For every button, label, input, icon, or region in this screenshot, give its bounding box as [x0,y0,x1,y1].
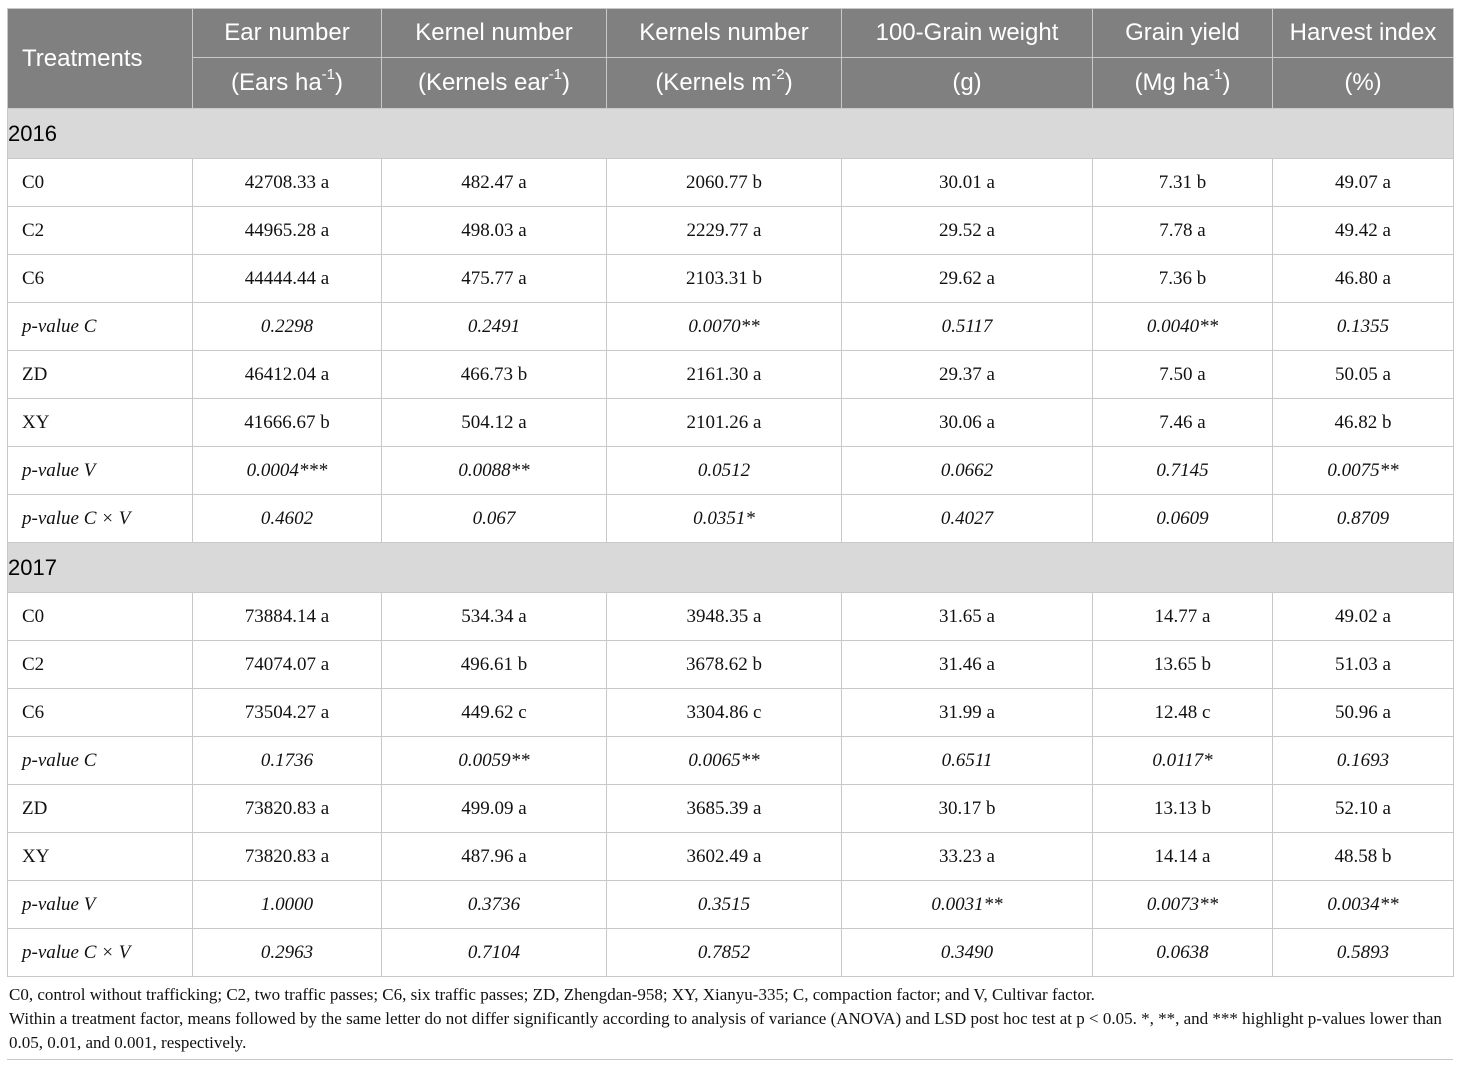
year-section-row [8,109,1454,159]
year-section-row [8,543,1454,593]
table-cell: 3685.39 a [607,785,842,833]
unit-exponent: -1 [1209,66,1223,83]
footnote-significance: Within a treatment factor, means followed by the same letter do not differ significantly according to analysis of variance (ANOVA) and LSD post hoc test at p < 0.05. *, **, and *** highlight p-values lower than 0.05, 0.01, and 0.001, respectively. [9,1009,1442,1052]
table-cell: 3678.62 b [607,641,842,689]
table-cell: 7.46 a [1093,399,1273,447]
unit-text: (Ears ha [230,69,322,96]
table-cell: 30.17 b [842,785,1093,833]
table-cell: 498.03 a [382,207,607,255]
table-cell: 0.0034** [1273,881,1454,929]
column-unit [1273,58,1454,109]
table-cell: 0.0031** [842,881,1093,929]
results-table-container [7,8,1453,1060]
table-row [8,159,1454,207]
table-row [8,881,1454,929]
column-header: Ear number [193,9,382,58]
row-label: C2 [8,207,193,255]
table-row [8,737,1454,785]
table-row [8,207,1454,255]
table-cell: 0.0070** [607,303,842,351]
table-cell: 0.8709 [1273,495,1454,543]
row-label: p-value C × V [8,929,193,977]
table-cell: 487.96 a [382,833,607,881]
row-label: XY [8,833,193,881]
table-cell: 31.99 a [842,689,1093,737]
table-row [8,399,1454,447]
table-cell: 29.37 a [842,351,1093,399]
table-cell: 2229.77 a [607,207,842,255]
column-unit [607,58,842,109]
table-row [8,689,1454,737]
unit-text: (%) [1344,69,1382,96]
table-footnotes [7,977,1453,1060]
table-cell: 30.06 a [842,399,1093,447]
table-cell: 2101.26 a [607,399,842,447]
table-cell: 29.62 a [842,255,1093,303]
table-cell: 0.7104 [382,929,607,977]
table-cell: 33.23 a [842,833,1093,881]
unit-text-close: ) [784,69,793,96]
table-cell: 496.61 b [382,641,607,689]
table-cell: 0.0351* [607,495,842,543]
column-unit [382,58,607,109]
unit-text: (Kernels ear [417,69,549,96]
row-label: XY [8,399,193,447]
table-cell: 0.1736 [193,737,382,785]
column-header: 100-Grain weight [842,9,1093,58]
table-cell: 30.01 a [842,159,1093,207]
table-cell: 13.65 b [1093,641,1273,689]
table-cell: 0.0004*** [193,447,382,495]
table-cell: 0.067 [382,495,607,543]
header-row-names [8,9,1454,58]
table-cell: 14.14 a [1093,833,1273,881]
table-cell: 49.07 a [1273,159,1454,207]
unit-text-close: ) [335,69,344,96]
table-cell: 0.7145 [1093,447,1273,495]
column-header: Grain yield [1093,9,1273,58]
table-cell: 7.36 b [1093,255,1273,303]
row-label: C0 [8,593,193,641]
table-cell: 7.50 a [1093,351,1273,399]
table-cell: 482.47 a [382,159,607,207]
table-cell: 2060.77 b [607,159,842,207]
table-cell: 44444.44 a [193,255,382,303]
table-row [8,641,1454,689]
table-cell: 0.1693 [1273,737,1454,785]
row-label: p-value C × V [8,495,193,543]
table-cell: 0.6511 [842,737,1093,785]
table-cell: 0.7852 [607,929,842,977]
table-row [8,495,1454,543]
table-cell: 44965.28 a [193,207,382,255]
header-treatments: Treatments [8,9,193,109]
table-cell: 2161.30 a [607,351,842,399]
table-cell: 499.09 a [382,785,607,833]
table-row [8,303,1454,351]
header-row-units [8,58,1454,109]
table-row [8,785,1454,833]
table-cell: 0.2963 [193,929,382,977]
table-cell: 475.77 a [382,255,607,303]
table-cell: 0.0662 [842,447,1093,495]
table-cell: 0.3736 [382,881,607,929]
table-cell: 0.0040** [1093,303,1273,351]
table-cell: 7.31 b [1093,159,1273,207]
table-cell: 0.3490 [842,929,1093,977]
table-cell: 49.02 a [1273,593,1454,641]
table-cell: 29.52 a [842,207,1093,255]
column-header: Harvest index [1273,9,1454,58]
table-cell: 7.78 a [1093,207,1273,255]
table-cell: 49.42 a [1273,207,1454,255]
table-cell: 50.96 a [1273,689,1454,737]
table-cell: 2103.31 b [607,255,842,303]
unit-text: (Mg ha [1134,69,1210,96]
table-row [8,929,1454,977]
table-cell: 0.0638 [1093,929,1273,977]
table-cell: 46.82 b [1273,399,1454,447]
table-cell: 48.58 b [1273,833,1454,881]
table-cell: 0.2491 [382,303,607,351]
table-cell: 0.0609 [1093,495,1273,543]
row-label: p-value C [8,737,193,785]
table-cell: 50.05 a [1273,351,1454,399]
table-cell: 449.62 c [382,689,607,737]
unit-exponent: -1 [548,66,563,83]
row-label: C6 [8,689,193,737]
table-cell: 0.0073** [1093,881,1273,929]
table-cell: 0.2298 [193,303,382,351]
table-cell: 466.73 b [382,351,607,399]
table-cell: 0.0059** [382,737,607,785]
row-label: p-value V [8,447,193,495]
column-unit [842,58,1093,109]
table-cell: 0.4027 [842,495,1093,543]
table-cell: 41666.67 b [193,399,382,447]
table-cell: 73504.27 a [193,689,382,737]
column-header: Kernels number [607,9,842,58]
table-cell: 13.13 b [1093,785,1273,833]
table-cell: 73820.83 a [193,785,382,833]
unit-text-close: ) [562,69,571,96]
unit-text-close: ) [1222,69,1231,96]
year-label: 2017 [8,543,1454,593]
row-label: p-value V [8,881,193,929]
table-cell: 73884.14 a [193,593,382,641]
table-cell: 504.12 a [382,399,607,447]
table-cell: 73820.83 a [193,833,382,881]
table-cell: 534.34 a [382,593,607,641]
table-row [8,833,1454,881]
table-cell: 0.0075** [1273,447,1454,495]
table-cell: 3602.49 a [607,833,842,881]
table-cell: 3948.35 a [607,593,842,641]
unit-exponent: -2 [771,66,785,83]
table-cell: 31.46 a [842,641,1093,689]
table-cell: 0.0512 [607,447,842,495]
table-cell: 42708.33 a [193,159,382,207]
table-cell: 46.80 a [1273,255,1454,303]
table-row [8,255,1454,303]
column-unit [193,58,382,109]
footnote-abbreviations: C0, control without trafficking; C2, two traffic passes; C6, six traffic passes; ZD, Zhengdan-958; XY, Xianyu-335; C, compaction factor; and V, Cultivar factor. [9,985,1095,1004]
column-header: Kernel number [382,9,607,58]
row-label: ZD [8,785,193,833]
table-cell: 74074.07 a [193,641,382,689]
table-cell: 52.10 a [1273,785,1454,833]
table-row [8,447,1454,495]
table-cell: 0.4602 [193,495,382,543]
unit-text: (Kernels m [655,69,772,96]
table-cell: 14.77 a [1093,593,1273,641]
table-cell: 0.5117 [842,303,1093,351]
table-cell: 3304.86 c [607,689,842,737]
table-cell: 31.65 a [842,593,1093,641]
unit-text: (g) [952,69,982,96]
yield-components-table [7,8,1454,977]
table-cell: 0.0065** [607,737,842,785]
table-cell: 46412.04 a [193,351,382,399]
row-label: ZD [8,351,193,399]
table-row [8,351,1454,399]
column-unit [1093,58,1273,109]
table-cell: 0.3515 [607,881,842,929]
table-row [8,593,1454,641]
table-cell: 1.0000 [193,881,382,929]
row-label: C0 [8,159,193,207]
row-label: C2 [8,641,193,689]
table-cell: 0.5893 [1273,929,1454,977]
year-label: 2016 [8,109,1454,159]
table-cell: 12.48 c [1093,689,1273,737]
table-cell: 0.0088** [382,447,607,495]
row-label: C6 [8,255,193,303]
row-label: p-value C [8,303,193,351]
unit-exponent: -1 [321,66,336,83]
table-cell: 0.1355 [1273,303,1454,351]
table-cell: 51.03 a [1273,641,1454,689]
table-cell: 0.0117* [1093,737,1273,785]
